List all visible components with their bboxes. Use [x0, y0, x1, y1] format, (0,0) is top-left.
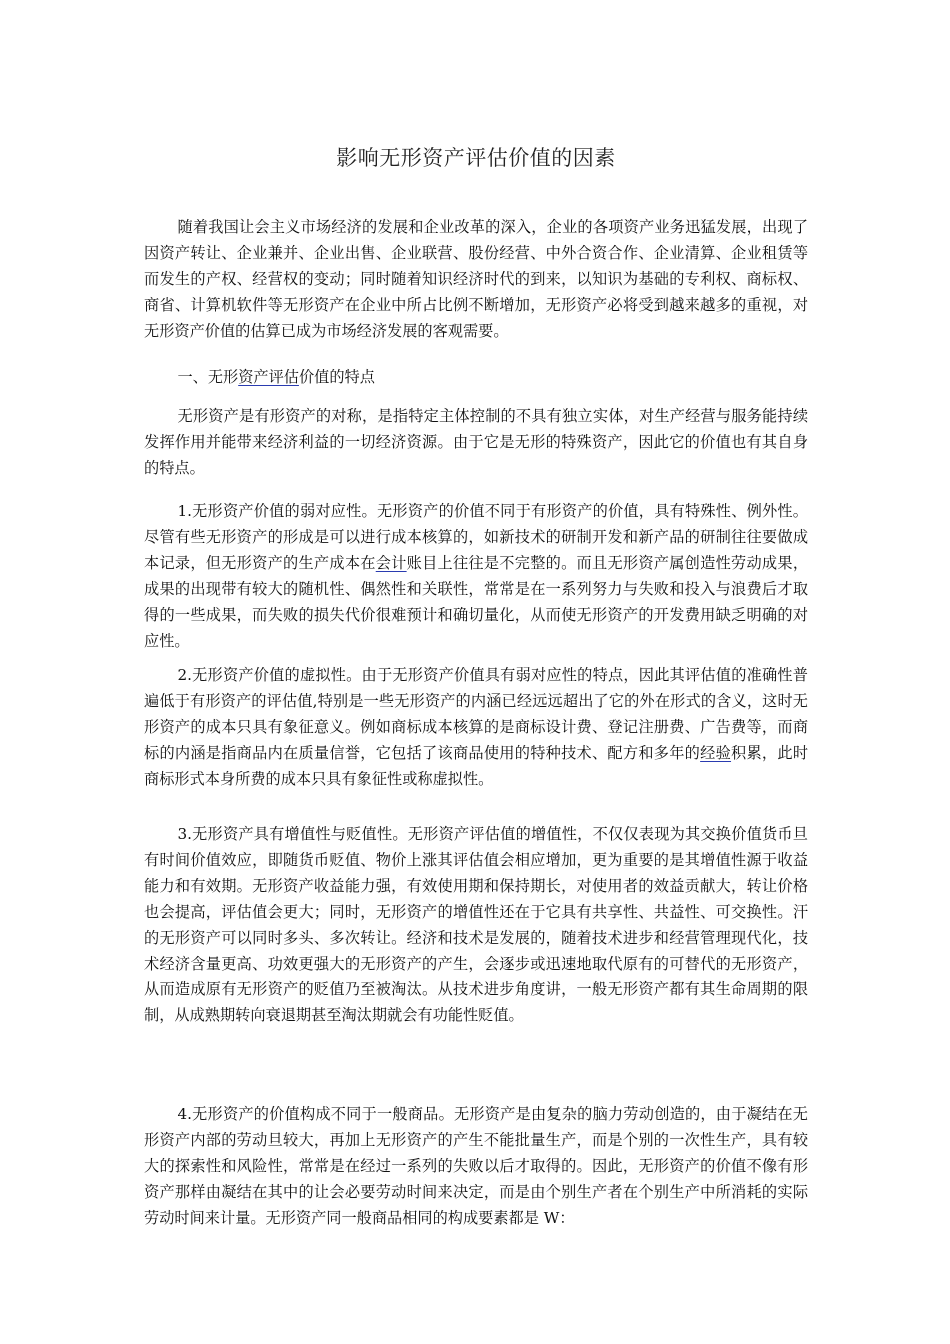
intro-paragraph: 随着我国让会主义市场经济的发展和企业改革的深入，企业的各项资产业务迅猛发展，出现了因资产转让、企业兼并、企业出售、企业联营、股份经营、中外合资合作、企业清算、企业租赁等而发生的产权、经营权的变动；同时随着知识经济时代的到来，以知识为基础的专利权、商标权、商省、计算机软件等无形资产在企业中所占比例不断增加，无形资产必将受到越来越多的重视，对无形资产价值的估算已成为市场经济发展的客观需要。 [144, 218, 808, 340]
point-1-paragraph [144, 499, 808, 654]
point-3-paragraph: 3.无形资产具有增值性与贬值性。无形资产评估值的增值性，不仅仅表现为其交换价值货币旦有时间价值效应，即随货币贬值、物价上涨其评估值会相应增加，更为重要的是其增值性源于收益能力和有效期。无形资产收益能力强，有效使用期和保持期长，对使用者的效益贡献大，转让价格也会提高，评估值会更大；同时，无形资产的增值性还在于它具有共享性、共益性、可交换性。汗的无形资产可以同时多头、多次转让。经济和技术是发展的，随着技术进步和经营管理现代化，技术经济含量更高、功效更强大的无形资产的产生，会逐步或迅速地取代原有的可替代的无形资产，从而造成原有无形资产的贬值乃至被淘汰。从技术进步角度讲，一般无形资产都有其生命周期的限制，从成熟期转向衰退期甚至淘汰期就会有功能性贬值。 [144, 825, 808, 1025]
section-heading-text: 一、无形 [177, 368, 239, 386]
section-heading [144, 365, 808, 391]
definition-paragraph: 无形资产是有形资产的对称，是指特定主体控制的不具有独立实体，对生产经营与服务能持续发挥作用并能带来经济利益的一切经济资源。由于它是无形的特殊资产，因此它的价值也有其自身的特点。 [144, 407, 808, 477]
point-2-text: 2.无形资产价值的虚拟性。由于无形资产价值具有弱对应性的特点，因此其评估值的准确性普遍低于有形资产的评估值,特别是一些无形资产的内涵已经远远超出了它的外在形式的含义，这时无形资产的成本只具有象征意义。例如商标成本核算的是商标设计费、登记注册费、广告费等，而商标的内涵是指商品内在质量信誉，它包括了该商品使用的特种技术、配方和多年的 [144, 666, 808, 762]
point-1-text: 1.无形资产价值的弱对应性。无形资产的价值不同于有形资产的价值，具有特殊性、例外性。尽管有些无形资产的形成是可以进行成本核算的，如新技术的研制开发和新产品的研制往往要做成本记录，但无形资产的生产成本在 [144, 502, 808, 572]
point-4-paragraph: 4.无形资产的价值构成不同于一般商品。无形资产是由复杂的脑力劳动创造的，由于凝结在无形资产内部的劳动旦较大，再加上无形资产的产生不能批量生产，而是个别的一次性生产，具有较大的探索性和风险性，常常是在经过一系列的失败以后才取得的。因此，无形资产的价值不像有形资产那样由凝结在其中的让会必要劳动时间来决定，而是由个别生产者在个别生产中所消耗的实际劳动时间来计量。无形资产同一般商品相同的构成要素都是 W： [144, 1105, 808, 1227]
section-heading-text: 价值的特点 [298, 368, 375, 386]
point-1-text: 账目上往往是不完整的。而且无形资产属创造性劳动成果，成果的出现带有较大的随机性、偶然性和关联性，常常是在一系列努力与失败和投入与浪费后才取得的一些成果，而失败的损失代价很难预计和确切量化，从而使无形资产的开发费用缺乏明确的对应性。 [144, 553, 809, 650]
asset-appraisal-link[interactable]: 资产评估 [238, 368, 299, 386]
accounting-link[interactable]: 会计 [375, 553, 407, 572]
experience-link[interactable]: 经验 [700, 743, 732, 762]
point-2-text: 积累，此时商标形式本身所费的成本只具有象征性或称虚拟性。 [144, 743, 809, 788]
point-2-paragraph [144, 663, 808, 793]
document-title: 影响无形资产评估价值的因素 [336, 146, 616, 170]
